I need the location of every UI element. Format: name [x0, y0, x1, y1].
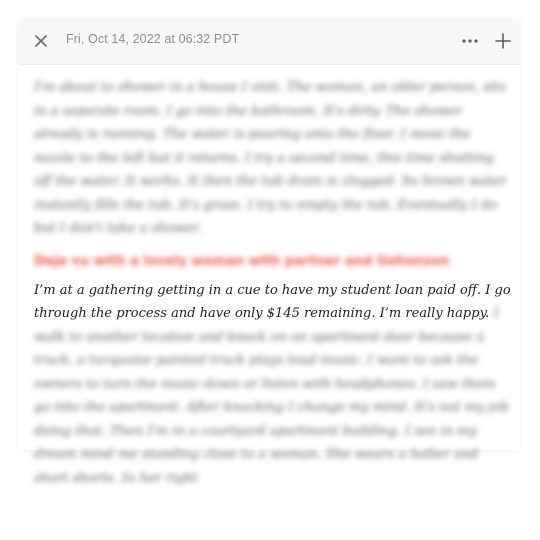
close-button[interactable] [32, 32, 50, 50]
entry-paragraph-2-visible-text: I’m at a gathering getting in a cue to have my student loan paid off. I go through the process and have only $145 remaining. I’m really happy. [34, 282, 511, 321]
entry-date: Fri, Oct 14, 2022 at 06:32 PDT [66, 32, 240, 46]
more-horizontal-icon [460, 32, 480, 50]
entry-sheet [18, 20, 520, 486]
entry-heading: Deja vu with a lovely woman with partner and Gohonzon [34, 253, 450, 269]
close-icon [32, 32, 50, 50]
top-toolbar [18, 20, 520, 65]
entry-paragraph-2-blurred-text: I walk to another location and knock on an apartment door because a truck, a turquoise painted truck plays loud music. I want to ask the owners to turn the music down or listen with headphones. I saw them go into the apartment. After knocking I change my mind. It's not my job doing that. Then I'm in a courtyard apartment building. I see in my dream mind me standing close to a woman. She wears a halter and short shorts. In her right [34, 306, 509, 486]
plus-icon [493, 31, 513, 51]
add-button[interactable] [493, 31, 513, 51]
more-button[interactable] [460, 32, 480, 50]
entry-paragraph-1: I'm about to shower in a house I visit. The woman, an older person, sits in a separate room. I go into the bathroom. It's dirty. The shower already is running. The water is pouring onto the floor. I move the nozzle to the left but it returns. I try a second time, this time shutting off the water. It works. It then the tub drain is clogged. So brown water instantly fills the tub. It's gross. I try to empty the tub. Eventually I do but I don't take a shower. [34, 80, 507, 236]
entry-paragraph-2 [34, 279, 514, 491]
entry-content[interactable] [34, 76, 514, 490]
